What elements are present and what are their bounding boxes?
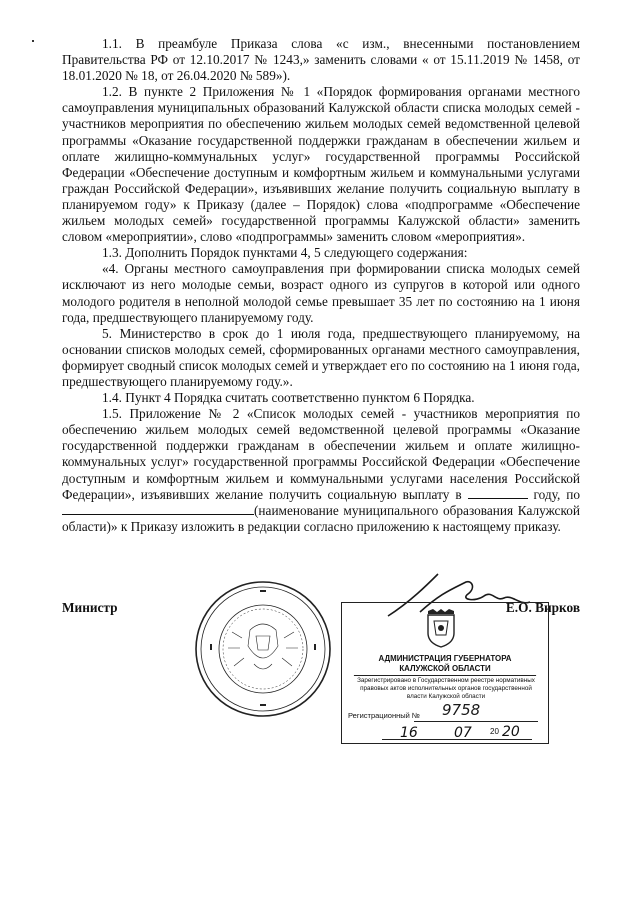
signer-position: Министр [62, 600, 118, 615]
paragraph-item-5: 5. Министерство в срок до 1 июля года, предшествующего планируемому, на основании списков молодых семей, сформированных органами местного самоуправления, формирует сводный список молодых семей и утверждает его по состоянию на 1 июня года, предшествующего планируемому году.». [62, 325, 580, 389]
registration-stamp [341, 602, 549, 744]
municipality-blank [62, 503, 254, 515]
kaluga-coat-of-arms-icon [424, 609, 458, 649]
paragraph-1-5-mid: году, по [533, 486, 580, 502]
registration-date-year-prefix: 20 [490, 727, 499, 736]
scan-dot [32, 40, 34, 42]
signer-name: Е.О. Вирков [505, 600, 580, 615]
paragraph-1-1: 1.1. В преамбуле Приказа слова «с изм., внесенными постановлением Правительства РФ от 12.10.2017 № 1243,» заменить словами « от 15.11.2019 № 1458, от 18.01.2020 № 18, от 26.04.2020 № 589»). [62, 36, 580, 84]
registration-date-month: 07 [454, 725, 472, 741]
year-blank [468, 487, 528, 499]
paragraph-item-4: «4. Органы местного самоуправления при формировании списка молодых семей исключают из него молодые семьи, возраст одного из супругов в которой или одного молодого родителя в неполной молодой семье превышает 35 лет по состоянию на 1 июня года, предшествующего планируемому году. [62, 261, 580, 325]
paragraph-1-5-end: (наименование муниципального образования Калужской области)» к Приказу изложить в редакции согласно приложению к настоящему приказу. [62, 502, 580, 534]
registration-date-year-suffix: 20 [502, 724, 520, 740]
paragraph-1-5 [62, 406, 580, 535]
stamp-title: АДМИНИСТРАЦИЯ ГУБЕРНАТОРА КАЛУЖСКОЙ ОБЛАСТИ [354, 653, 536, 676]
registration-date-day: 16 [400, 725, 418, 741]
paragraph-1-2: 1.2. В пункте 2 Приложения № 1 «Порядок формирования органами местного самоуправления муниципальных образований Калужской области списка молодых семей - участников мероприятия по обеспечению жильем молодых семей ведомственной целевой программы «Оказание государственной поддержки гражданам в обеспечении жильем и оплате жилищно-коммунальных услуг» государственной программы Российской Федерации «Обеспечение доступным и комфортным жильем и коммунальными услугами граждан Российской Федерации», изъявивших желание получить социальную выплату в планируемом году» к Приказу (далее – Порядок) слова «подпрограмме «Обеспечение жильем молодых семей» государственной программы Калужской области» заменить словом «мероприятии», слово «подпрограммы» заменить словом «мероприятия». [62, 84, 580, 245]
paragraph-1-3: 1.3. Дополнить Порядок пунктами 4, 5 следующего содержания: [102, 245, 468, 261]
paragraph-1-4: 1.4. Пункт 4 Порядка считать соответственно пунктом 6 Порядка. [102, 390, 475, 406]
registration-number: 9758 [442, 701, 481, 719]
registration-number-line [414, 721, 538, 722]
registration-label: Регистрационный № [348, 711, 420, 720]
paragraph-1-5-text: 1.5. Приложение № 2 «Список молодых семей - участников мероприятия по обеспечению жильем молодых семей ведомственной целевой программы «Оказание государственной поддержки гражданам в обеспечении жильем и оплате жилищно-коммунальных услуг» государственной программы Российской Федерации «Обеспечение доступным и комфортным жильем и коммунальными услугами населения Российской Федерации», изъявивших желание получить социальную выплату в [62, 406, 580, 502]
ministry-round-seal-icon [192, 578, 334, 720]
stamp-note: Зарегистрировано в Государственном реестре нормативных правовых актов исполнительных органов государственной власти Калужской области [357, 677, 535, 700]
document-body [62, 36, 580, 535]
